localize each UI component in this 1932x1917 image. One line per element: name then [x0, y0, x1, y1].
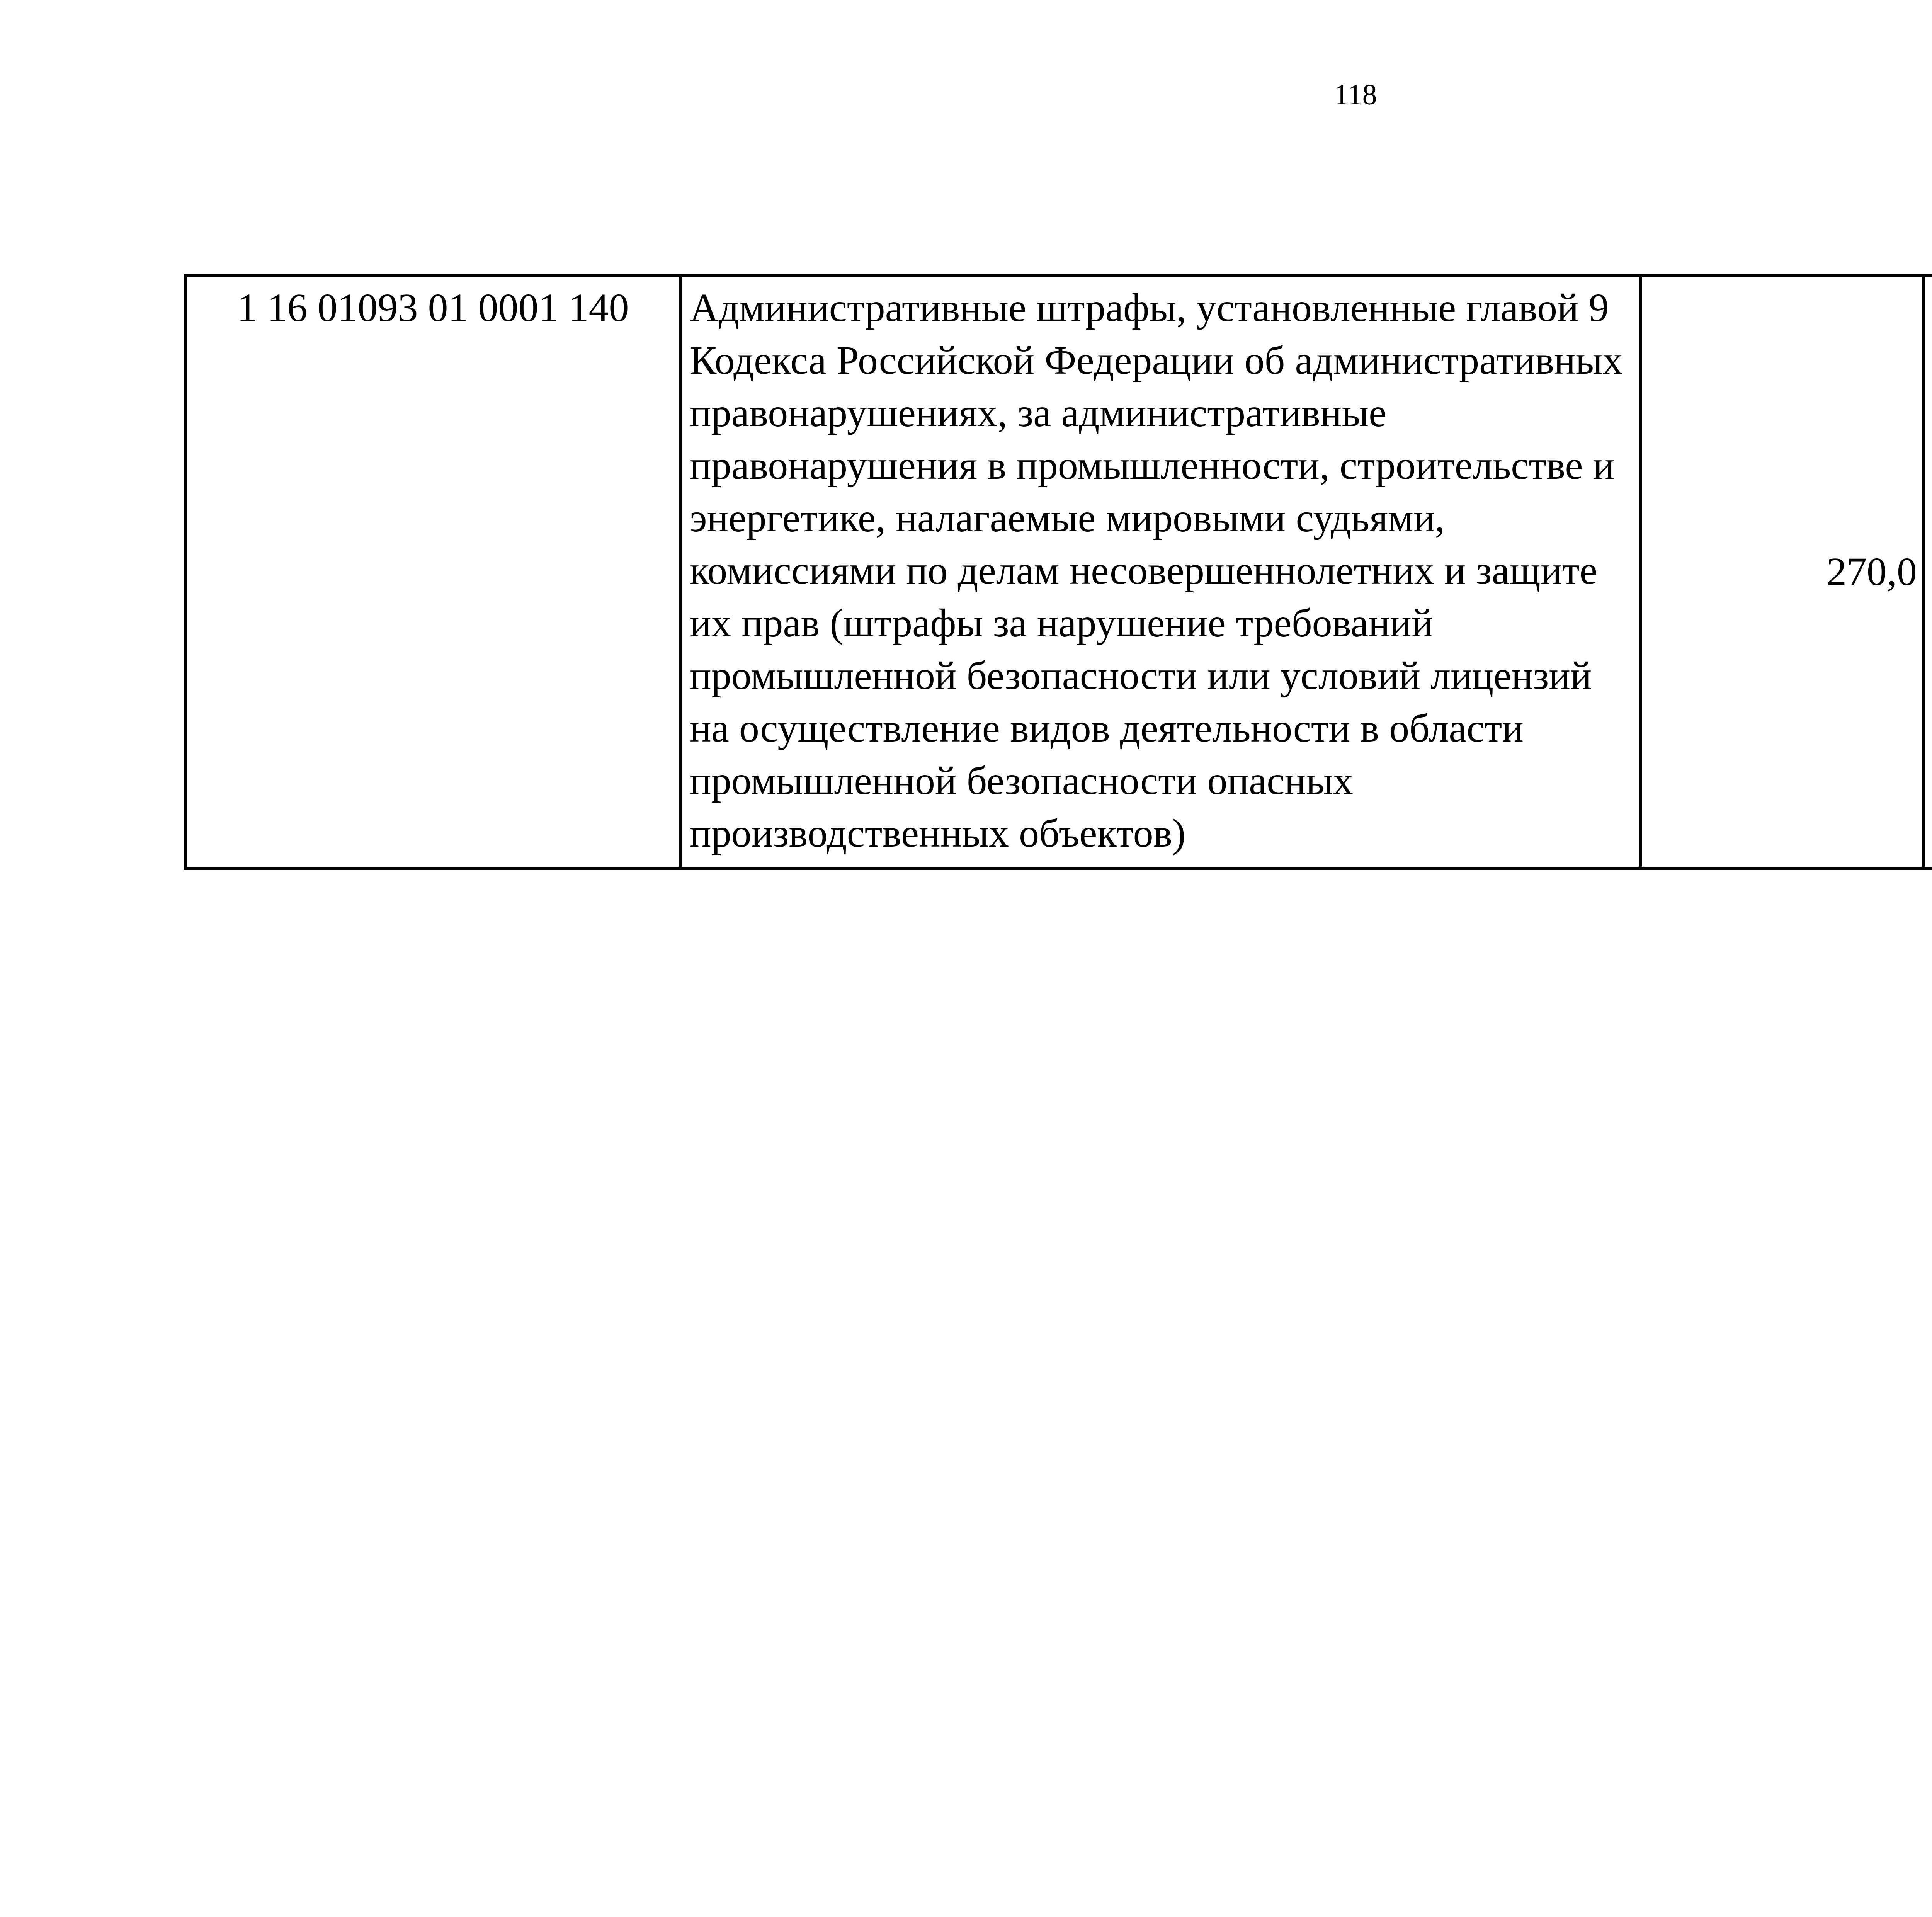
amount-column-1: 270,0 [1640, 276, 1923, 868]
page-number: 118 [1334, 78, 1377, 111]
budget-classification-code: 1 16 01093 01 0001 140 [185, 276, 680, 868]
budget-table [184, 274, 1932, 870]
table-row [185, 276, 1932, 868]
revenue-description: Административные штрафы, установленные главой 9 Кодекса Российской Федерации об административных правонарушениях, за административные правонарушения в промышленности, строительстве и энергетике, налагаемые мировыми судьями, комиссиями по делам несовершеннолетних и защите их прав (штрафы за нарушение требований промышленной безопасности или условий лицензий на осуществление видов деятельности в области промышленной безопасности опасных производственных объектов) [680, 276, 1640, 868]
amount-column-2 [1923, 276, 1932, 868]
